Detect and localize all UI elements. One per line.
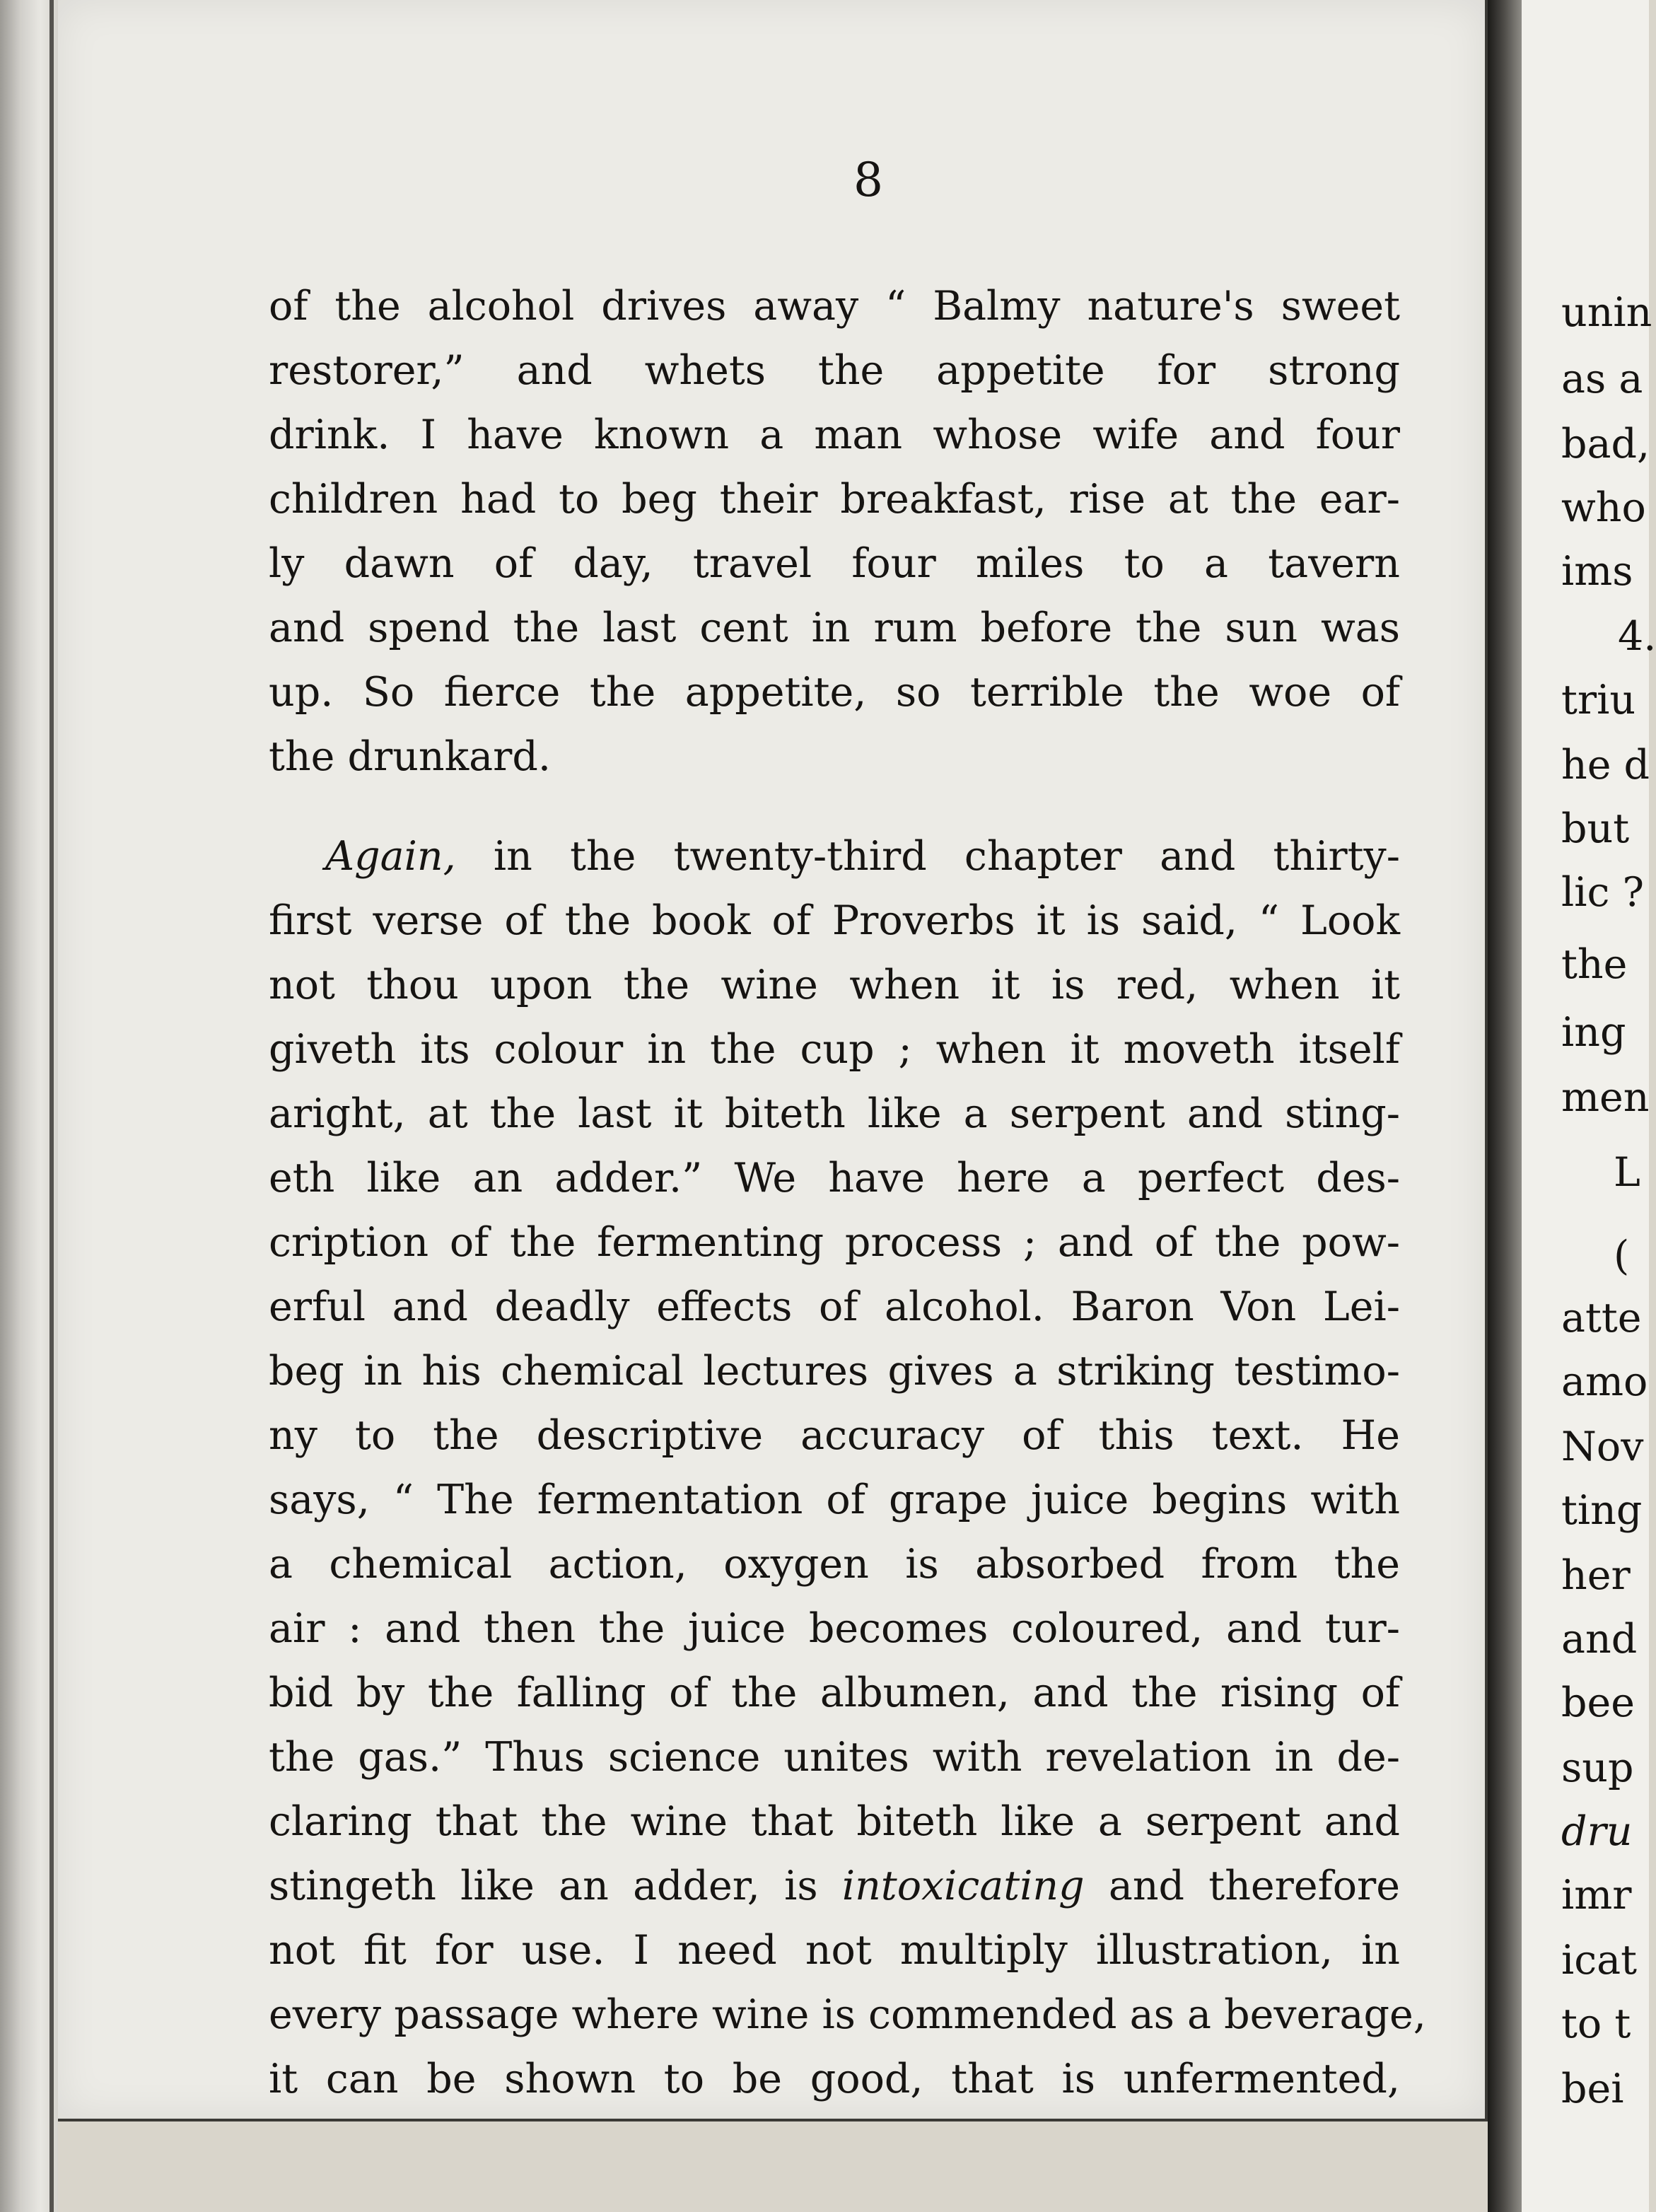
text-line: the gas.” Thus science unites with revelation in de- xyxy=(269,1734,1400,1781)
text-fragment: icat xyxy=(1561,1937,1638,1984)
text-line: giveth its colour in the cup ; when it moveth itself xyxy=(269,1026,1400,1073)
text-fragment: the xyxy=(1561,941,1628,988)
text-line: and spend the last cent in rum before the sun was xyxy=(269,605,1400,651)
text-line: ny to the descriptive accuracy of this text. He xyxy=(269,1412,1400,1459)
text-fragment: Nov xyxy=(1561,1424,1644,1470)
text-line: not fit for use. I need not multiply illustration, in xyxy=(269,1927,1400,1974)
text-fragment: bad, xyxy=(1561,421,1650,467)
text-line: claring that the wine that biteth like a serpent and xyxy=(269,1798,1400,1845)
text-line: it can be shown to be good, that is unfermented, xyxy=(269,2056,1400,2102)
text-fragment: ting xyxy=(1561,1487,1643,1534)
page-body-text xyxy=(269,274,1426,2112)
text-fragment: atte xyxy=(1561,1295,1642,1341)
text-line: the drunkard. xyxy=(269,733,551,780)
text-fragment: amo xyxy=(1561,1358,1648,1405)
text-fragment: to t xyxy=(1561,2001,1631,2047)
text-line xyxy=(269,1854,1400,1919)
text-line: of the alcohol drives away “ Balmy nature's sweet xyxy=(269,283,1400,330)
text-fragment: he d xyxy=(1561,742,1650,788)
text-line: restorer,” and whets the appetite for strong xyxy=(269,347,1400,394)
text-line: aright, at the last it biteth like a serpent and sting- xyxy=(269,1090,1400,1137)
text-fragment: imr xyxy=(1561,1872,1632,1919)
text-fragment: ing xyxy=(1561,1009,1626,1056)
text-line: cription of the fermenting process ; and of the pow- xyxy=(269,1219,1400,1266)
text-fragment: who xyxy=(1561,484,1646,531)
italic-word: Again, xyxy=(325,833,456,880)
text-fragment: 4. xyxy=(1618,613,1656,660)
text-line: erful and deadly effects of alcohol. Baron Von Lei- xyxy=(269,1283,1400,1330)
text-line: a chemical action, oxygen is absorbed from the xyxy=(269,1541,1400,1588)
text-fragment: her xyxy=(1561,1552,1631,1599)
italic-word: intoxicating xyxy=(841,1863,1085,1909)
text-line: every passage where wine is commended as a beverage, xyxy=(269,1991,1426,2038)
text-line: ly dawn of day, travel four miles to a tavern xyxy=(269,540,1400,587)
text-fragment: stingeth like an adder, is xyxy=(269,1863,842,1909)
book-gutter-shadow xyxy=(1488,0,1522,2212)
text-line xyxy=(269,825,1400,889)
text-line: air : and then the juice becomes coloured, and tur- xyxy=(269,1605,1400,1652)
text-fragment: bei xyxy=(1561,2066,1624,2112)
text-fragment: men xyxy=(1561,1074,1650,1121)
text-fragment: and xyxy=(1561,1616,1638,1663)
text-fragment: sup xyxy=(1561,1745,1634,1791)
text-fragment: L xyxy=(1614,1149,1640,1196)
text-fragment: and therefore xyxy=(1084,1863,1401,1909)
text-fragment: triu xyxy=(1561,677,1636,723)
text-fragment: unin xyxy=(1561,289,1652,336)
text-line: children had to beg their breakfast, rise at the ear- xyxy=(269,476,1400,523)
text-line: drink. I have known a man whose wife and four xyxy=(269,412,1400,458)
text-line: first verse of the book of Proverbs it is said, “ Look xyxy=(269,897,1400,944)
left-binding-edge xyxy=(0,0,58,2212)
text-fragment: in the twenty-third chapter and thirty- xyxy=(455,833,1400,880)
text-line: eth like an adder.” We have here a perfect des- xyxy=(269,1155,1400,1201)
facing-page-edge xyxy=(1522,0,1656,2212)
text-fragment: dru xyxy=(1561,1808,1633,1855)
text-fragment: bee xyxy=(1561,1680,1635,1726)
text-line: says, “ The fermentation of grape juice begins with xyxy=(269,1477,1400,1523)
text-line: up. So fierce the appetite, so terrible the woe of xyxy=(269,669,1400,716)
text-line: not thou upon the wine when it is red, when it xyxy=(269,962,1400,1008)
text-fragment: ( xyxy=(1614,1233,1630,1279)
text-fragment: ims xyxy=(1561,548,1633,595)
text-fragment: lic ? xyxy=(1561,869,1645,916)
text-line: beg in his chemical lectures gives a striking testimo- xyxy=(269,1348,1400,1395)
text-fragment: as a xyxy=(1561,356,1643,402)
text-fragment: but xyxy=(1561,805,1630,852)
text-line: bid by the falling of the albumen, and the rising of xyxy=(269,1670,1400,1716)
page-number: 8 xyxy=(853,153,883,207)
